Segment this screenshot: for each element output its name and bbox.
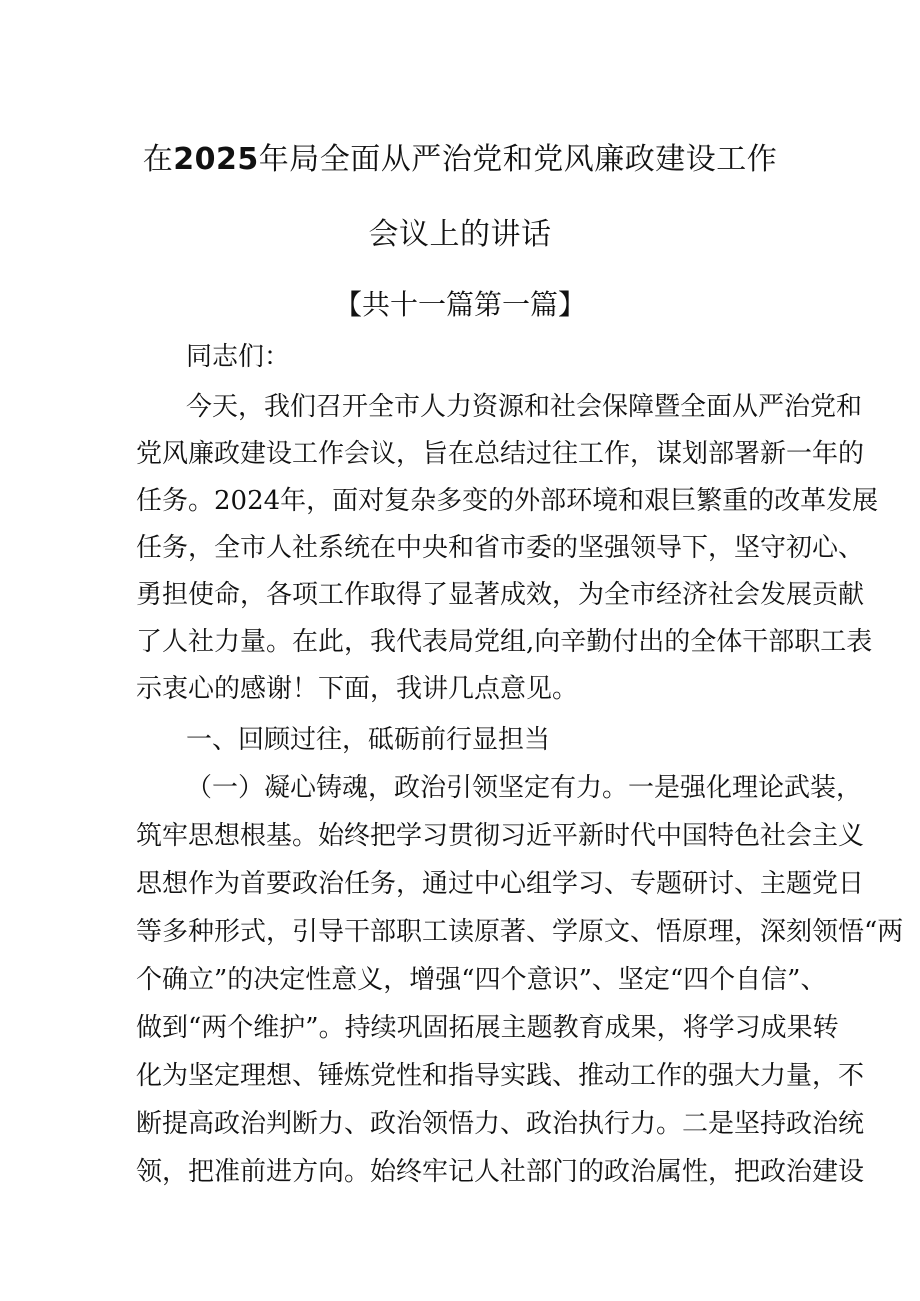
paragraph-2-line: 断提高政治判断力、政治领悟力、政治执行力。二是坚持政治统 xyxy=(136,1109,865,1139)
paragraph-1-line: 今天，我们召开全市人力资源和社会保障暨全面从严治党和 xyxy=(186,392,863,422)
paragraph-1-line: 任务。2024年，面对复杂多变的外部环境和艰巨繁重的改革发展 xyxy=(136,486,879,516)
paragraph-2-line: 等多种形式，引导干部职工读原著、学原文、悟原理，深刻领悟“两 xyxy=(136,917,904,947)
paragraph-1-line: 勇担使命，各项工作取得了显著成效，为全市经济社会发展贡献 xyxy=(136,580,865,610)
document-subtitle: 【共十一篇第一篇】 xyxy=(333,288,586,321)
paragraph-2-line: 筑牢思想根基。始终把学习贯彻习近平新时代中国特色社会主义 xyxy=(136,821,865,851)
document-title-line-1 xyxy=(0,134,920,178)
title-line1-rest: 年局全面从严治党和党风廉政建设工作 xyxy=(258,142,778,177)
paragraph-2-line: 领，把准前进方向。始终牢记人社部门的政治属性，把政治建设 xyxy=(136,1157,865,1187)
paragraph-2-line: （一）凝心铸魂，政治引领坚定有力。一是强化理论武装， xyxy=(186,773,863,803)
paragraph-1-line: 了人社力量。在此，我代表局党组,向辛勤付出的全体干部职工表 xyxy=(136,627,873,657)
paragraph-2-line: 化为坚定理想、锤炼党性和指导实践、推动工作的强大力量，不 xyxy=(136,1061,865,1091)
paragraph-2-line: 做到“两个维护”。持续巩固拓展主题教育成果，将学习成果转 xyxy=(136,1013,839,1043)
title-prefix: 在 xyxy=(142,142,174,177)
paragraph-1-line: 示衷心的感谢！下面，我讲几点意见。 xyxy=(136,674,579,704)
paragraph-2-line: 思想作为首要政治任务，通过中心组学习、专题研讨、主题党日 xyxy=(136,869,865,899)
section-heading-1: 一、回顾过往，砥砺前行显担当 xyxy=(186,725,551,755)
paragraph-2-line: 个确立”的决定性意义，增强“四个意识”、坚定“四个自信”、 xyxy=(136,965,827,995)
document-title-line-2: 会议上的讲话 xyxy=(368,217,552,252)
paragraph-1-line: 党风廉政建设工作会议，旨在总结过往工作，谋划部署新一年的 xyxy=(136,439,865,469)
paragraph-1-line: 任务，全市人社系统在中央和省市委的坚强领导下，坚守初心、 xyxy=(136,533,865,563)
title-year: 2025 xyxy=(173,142,259,177)
salutation: 同志们： xyxy=(186,342,291,372)
